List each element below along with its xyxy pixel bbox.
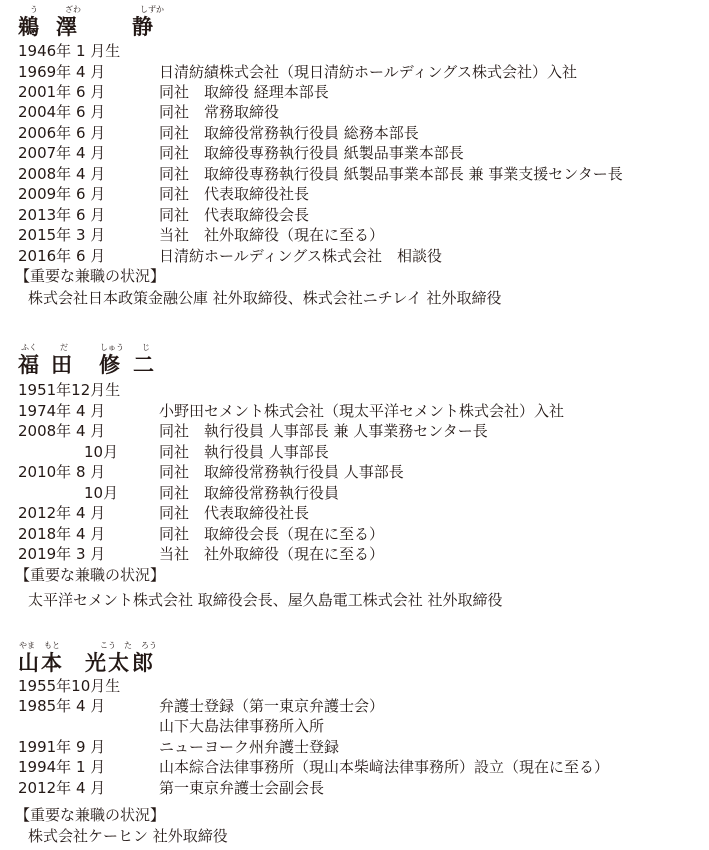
concurrent-positions: 株式会社日本政策金融公庫 社外取締役、株式会社ニチレイ 社外取締役 xyxy=(28,289,502,307)
ruby-4: じ xyxy=(142,343,150,352)
career-date: 2013年 6 月 xyxy=(18,206,106,224)
career-date: 2016年 6 月 xyxy=(18,247,106,265)
career-date: 2009年 6 月 xyxy=(18,185,106,203)
career-desc: 同社 常務取締役 xyxy=(159,103,280,121)
name-char-5: 郎 xyxy=(132,651,153,675)
ruby-3: しゅう xyxy=(100,343,124,352)
ruby-1: やま xyxy=(19,641,35,650)
birth-date: 1955年10月生 xyxy=(18,677,121,695)
director-name-1 xyxy=(18,5,198,41)
career-date: 2007年 4 月 xyxy=(18,144,106,162)
ruby-2: もと xyxy=(44,641,60,650)
birth-date: 1951年12月生 xyxy=(18,381,121,399)
ruby-2: だ xyxy=(60,343,68,352)
career-desc: 当社 社外取締役（現在に至る） xyxy=(159,545,385,563)
career-date: 1985年 4 月 xyxy=(18,697,106,715)
career-desc: 同社 代表取締役社長 xyxy=(159,504,310,522)
career-desc: 第一東京弁護士会副会長 xyxy=(159,779,325,797)
career-date: 1994年 1 月 xyxy=(18,758,106,776)
career-date: 2006年 6 月 xyxy=(18,124,106,142)
career-date: 1974年 4 月 xyxy=(18,402,106,420)
career-date: 2015年 3 月 xyxy=(18,226,106,244)
concurrent-heading: 【重要な兼職の状況】 xyxy=(15,806,166,824)
career-date: 10月 xyxy=(84,484,119,502)
career-date: 2008年 4 月 xyxy=(18,165,106,183)
career-desc: 同社 代表取締役社長 xyxy=(159,185,310,203)
director-name-2 xyxy=(18,343,198,379)
career-date: 2010年 8 月 xyxy=(18,463,106,481)
ruby-3: しずか xyxy=(140,5,164,14)
ruby-2: ざわ xyxy=(65,5,81,14)
name-char-2: 本 xyxy=(41,651,62,675)
name-char-3: 光 xyxy=(85,651,106,675)
career-desc: 同社 取締役常務執行役員 総務本部長 xyxy=(159,124,419,142)
career-desc: 日清紡績株式会社（現日清紡ホールディングス株式会社）入社 xyxy=(159,63,578,81)
ruby-3: こう xyxy=(100,641,116,650)
career-desc: 山下大島法律事務所入所 xyxy=(159,717,325,735)
career-desc: ニューヨーク州弁護士登録 xyxy=(159,738,340,756)
ruby-1: ふく xyxy=(21,343,37,352)
name-char-1: 鵜 xyxy=(18,15,39,39)
career-date: 1991年 9 月 xyxy=(18,738,106,756)
career-desc: 同社 取締役 経理本部長 xyxy=(159,83,329,101)
career-date: 1969年 4 月 xyxy=(18,63,106,81)
name-char-1: 福 xyxy=(18,353,39,377)
career-date: 2008年 4 月 xyxy=(18,422,106,440)
name-char-1: 山 xyxy=(18,651,39,675)
career-desc: 同社 取締役常務執行役員 xyxy=(159,484,340,502)
ruby-4: た xyxy=(124,641,132,650)
name-char-2: 田 xyxy=(51,353,72,377)
career-date: 2018年 4 月 xyxy=(18,525,106,543)
career-desc: 同社 取締役専務執行役員 紙製品事業本部長 兼 事業支援センター長 xyxy=(159,165,623,183)
career-date: 10月 xyxy=(84,443,119,461)
career-date: 2004年 6 月 xyxy=(18,103,106,121)
career-date: 2012年 4 月 xyxy=(18,504,106,522)
concurrent-positions: 太平洋セメント株式会社 取締役会長、屋久島電工株式会社 社外取締役 xyxy=(28,591,503,609)
ruby-1: う xyxy=(30,5,38,14)
career-desc: 同社 執行役員 人事部長 xyxy=(159,443,329,461)
career-desc: 同社 取締役常務執行役員 人事部長 xyxy=(159,463,404,481)
concurrent-positions: 株式会社ケーヒン 社外取締役 xyxy=(28,827,228,845)
career-date: 2019年 3 月 xyxy=(18,545,106,563)
career-desc: 同社 取締役会長（現在に至る） xyxy=(159,525,385,543)
career-desc: 同社 代表取締役会長 xyxy=(159,206,310,224)
name-char-3: 修 xyxy=(99,353,120,377)
name-char-4: 二 xyxy=(133,353,154,377)
concurrent-heading: 【重要な兼職の状況】 xyxy=(15,267,166,285)
career-desc: 山本綜合法律事務所（現山本柴﨑法律事務所）設立（現在に至る） xyxy=(159,758,610,776)
birth-date: 1946年 1 月生 xyxy=(18,42,121,60)
career-desc: 小野田セメント株式会社（現太平洋セメント株式会社）入社 xyxy=(159,402,565,420)
career-desc: 当社 社外取締役（現在に至る） xyxy=(159,226,385,244)
career-date: 2012年 4 月 xyxy=(18,779,106,797)
concurrent-heading: 【重要な兼職の状況】 xyxy=(15,566,166,584)
name-char-2: 澤 xyxy=(56,15,77,39)
director-name-3 xyxy=(18,641,198,677)
career-desc: 同社 取締役専務執行役員 紙製品事業本部長 xyxy=(159,144,464,162)
ruby-5: ろう xyxy=(141,641,157,650)
career-date: 2001年 6 月 xyxy=(18,83,106,101)
career-desc: 弁護士登録（第一東京弁護士会） xyxy=(159,697,385,715)
name-char-3: 静 xyxy=(132,15,153,39)
career-desc: 日清紡ホールディングス株式会社 相談役 xyxy=(159,247,443,265)
name-char-4: 太 xyxy=(108,651,129,675)
career-desc: 同社 執行役員 人事部長 兼 人事業務センター長 xyxy=(159,422,488,440)
